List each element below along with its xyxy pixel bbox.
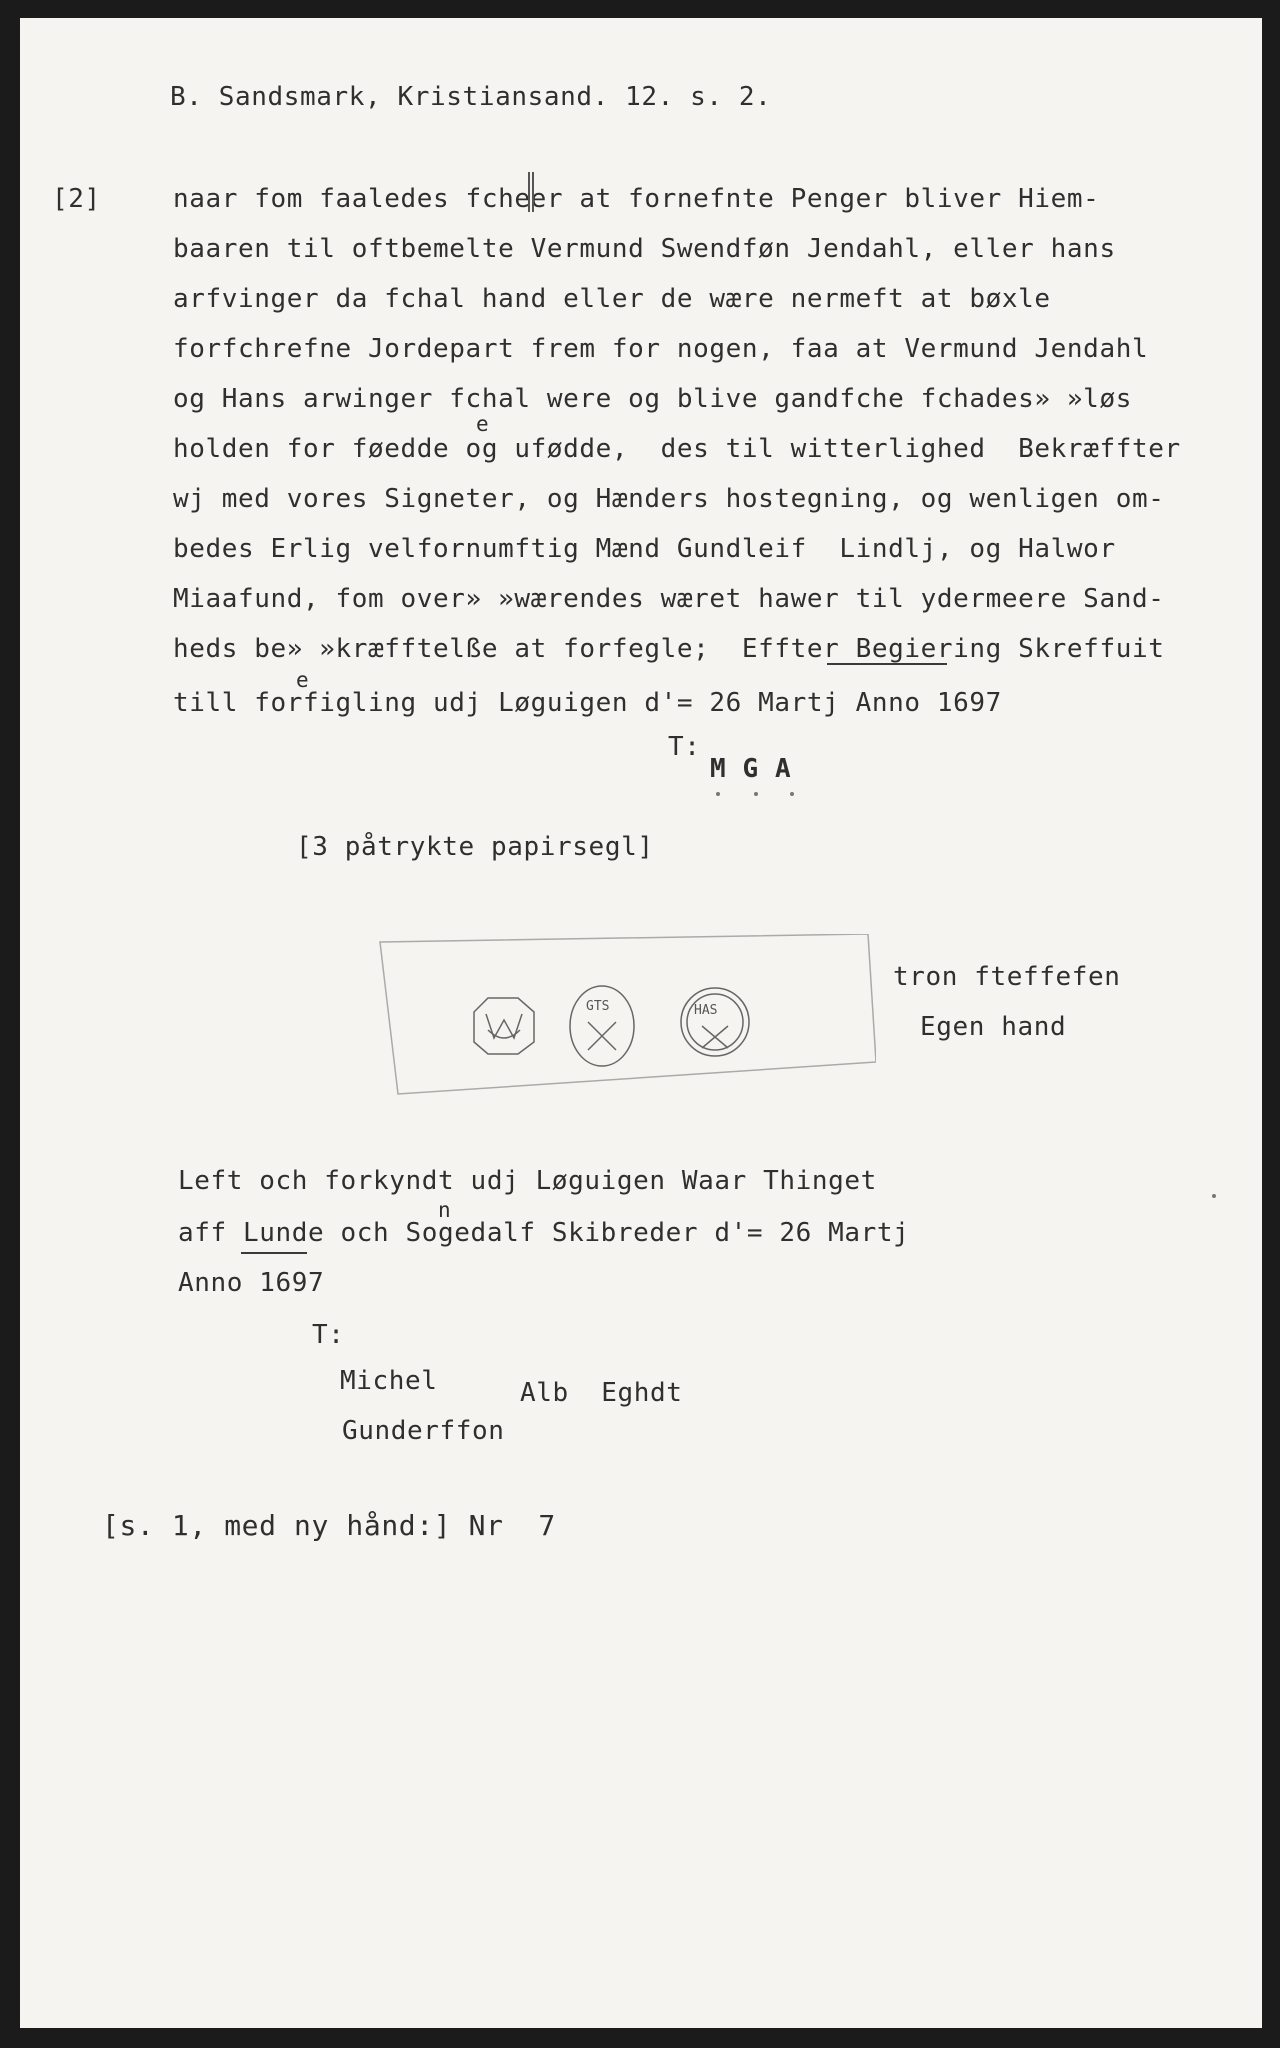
footer-note: [s. 1, med ny hånd:] Nr 7	[102, 1509, 556, 1542]
body-line: bedes Erlig velfornumftig Mænd Gundleif Lindlj, og Halwor	[173, 534, 1116, 564]
lunde-underline	[241, 1252, 307, 1254]
body-line: Miaafund, fom over» »wærendes wæret hawer til ydermeere Sand-	[173, 584, 1165, 614]
seal-mark	[754, 792, 758, 796]
insert-bar	[528, 172, 530, 212]
signer-left: Michel	[340, 1366, 438, 1396]
body-line: till forfigling udj Løguigen d'= 26 Martj Anno 1697	[173, 688, 1002, 718]
body-line: forfchrefne Jordepart frem for nogen, faa at Vermund Jendahl	[173, 334, 1149, 364]
seal-note: [3 påtrykte papirsegl]	[296, 832, 654, 862]
body-line: holden for føedde og ufødde, des til witterlighed Bekræffter	[173, 434, 1181, 464]
signature-t: T:	[668, 732, 701, 762]
seal-circle-has-icon	[681, 988, 749, 1056]
seal-mark	[716, 792, 720, 796]
body-line: baaren til oftbemelte Vermund Swendføn Jendahl, eller hans	[173, 234, 1116, 264]
signer-right: Alb Eghdt	[520, 1378, 683, 1408]
begiering-underline	[827, 663, 947, 665]
proclamation-line: aff Lunde och Sogedalf Skibreder d'= 26 Martj	[178, 1218, 910, 1248]
body-line: heds be» »kræfftelße at forfegle; Effter Begiering Skreffuit	[173, 634, 1165, 664]
document-page	[20, 18, 1262, 2028]
body-line: naar fom faaledes fcheer at fornefnte Penger bliver Hiem-	[173, 184, 1100, 214]
body-line: og Hans arwinger fchal were og blive gandfche fchades» »løs	[173, 384, 1132, 414]
body-line: arfvinger da fchal hand eller de wære nermeft at bøxle	[173, 284, 1051, 314]
proclamation-t: T:	[312, 1320, 345, 1350]
seal-octagon-icon	[474, 998, 534, 1054]
margin-marker: [2]	[52, 184, 101, 214]
proclamation-line: Left och forkyndt udj Løguigen Waar Thinget	[178, 1166, 877, 1196]
seal-label: GTS	[586, 999, 610, 1014]
page-speck	[1212, 1194, 1216, 1198]
seal-sketch	[376, 934, 876, 1100]
insert-bar	[532, 172, 534, 212]
signer-left: Gunderffon	[342, 1416, 505, 1446]
insertion-e: e	[476, 412, 490, 436]
body-line: wj med vores Signeter, og Hænders hostegning, og wenligen om-	[173, 484, 1165, 514]
document-header: B. Sandsmark, Kristiansand. 12. s. 2.	[170, 82, 772, 112]
signature-initials: M G A	[710, 754, 792, 784]
insertion-n: n	[438, 1198, 452, 1222]
side-signature-note: Egen hand	[920, 1012, 1067, 1042]
seal-label: HAS	[694, 1003, 718, 1018]
proclamation-line: Anno 1697	[178, 1268, 325, 1298]
seal-oval-gts-icon	[570, 986, 634, 1066]
insertion-e: e	[296, 668, 310, 692]
side-signature-name: tron fteffefen	[893, 962, 1121, 992]
seal-mark	[790, 792, 794, 796]
